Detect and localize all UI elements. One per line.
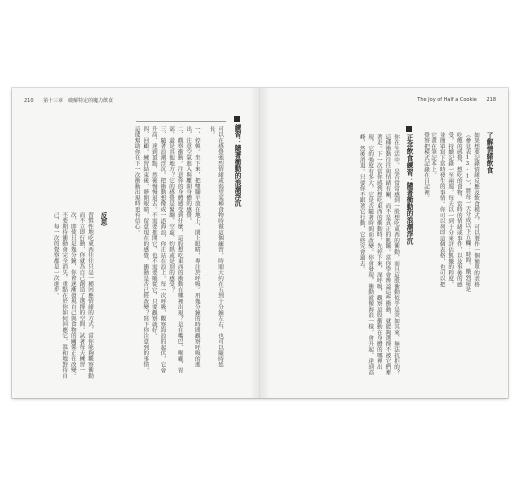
reflection-heading: 反思 [99, 212, 107, 226]
exercise-step: 二、觀察衝動。注意你的身體感受到什麼，這股想吃東西的衝動在哪裡出現？是在嘴巴、喉嚨、胃部，還是其他地方？它的感覺是緊繃、空虛、灼熱或是別的感受？ [168, 126, 183, 374]
left-page-header [24, 97, 121, 104]
exercise-rule [136, 121, 226, 122]
heading-marker [406, 126, 412, 132]
right-page [260, 88, 508, 398]
note-paragraph: 覺察把模式記錄在日記裡。 [423, 132, 429, 201]
right-page-header [417, 97, 496, 103]
exercise-step: 四、回顧。練習結束後，睜開眼睛，留意現在的感覺，衝動是否已經改變？寫下你注意到的事情，這能幫助你在下一次衝動出現時更有信心。 [133, 126, 149, 374]
exercise-body [112, 126, 224, 376]
right-running-title: The Joy of Half a Cookie [417, 97, 477, 103]
left-chapter-title: 第十三章 破解特定的魔力飲食 [43, 98, 114, 104]
exercise-heading: 練習：隨著衝動的浪潮浮沉 [233, 124, 241, 207]
exercise-step: 一、停頓。坐下來，把雙腳平放在地上，閉上眼睛，專注於呼吸。用幾分鐘的時間觀察呼吸的進出，注意空氣進入與離開身體的感覺。 [185, 126, 200, 368]
left-page [12, 88, 260, 398]
exercise-intro: 可以在感覺強烈情緒或渴望某種食物時做這個練習，時間大約在五到十分鐘左右，也可以隨時延長。 [208, 126, 223, 368]
book-spread [12, 88, 508, 398]
exercise-step: 三、隨著浪潮浮沉。把衝動想像成一道海浪，你正站在浪上。每一次呼吸，觀察海浪的起伏，它會升高、達到頂點，然後慢慢退去。不需要推開它，也不需要順從它，只要觀察就好。 [150, 126, 166, 374]
left-page-number: 210 [24, 98, 34, 104]
reflection-body: 習慣性地吃東西往往只是一種回應情緒的方式，當你能夠觀察衝動而不立即行動，你就為自己創造了選擇的空間。試著每天練習一次，即使只是幾分鐘，你會逐漸發現自己與食物的關係正在改變。不要期待衝動會完全消失，重點在於你如何回應它，溫和地對待自己，每一次的覺察都是一次進步。 [52, 212, 93, 379]
section-title: 了解情緒飲食 [485, 132, 493, 174]
practice-heading: 正念飲食練習：隨著衝動的浪潮浮沉 [405, 134, 413, 245]
intro-paragraph: 如果想要記錄情緒反應及飲食模式，可以製作一個簡單的表格（參見表13-1），將每一天分成以下五欄：時間、餓到還是吃飽的感覺、想吃的食物、當時的情緒或事件，以及事後的感受。持續記錄一至兩週，每天以一到十分來評估飢餓的程度，並簡單寫下當時發生的事情。你可以列印這個表格，也可以把它畫在筆記本上。 [430, 132, 479, 292]
practice-body: 你在生活中，是否常常感到一股想吃東西的衝動，而且這股衝動似乎是突如其來、無法抗拒的？這種衝動往往與情緒有關，而不是真正的飢餓。當你學會辨認這些衝動，就能夠選擇不被它們牽著走。下一次當你感到想吃東西的衝動時，先停下來，深呼吸，觀察這股衝動在身體的哪裡出現，它的強度有多大，它是否隨著時間而改變。你會發現，衝動就像海浪一樣，會升起、達到高峰，然後消退。只要你不跟著它行動，它終究會過去。 [358, 134, 399, 376]
right-page-number: 218 [486, 97, 496, 103]
heading-marker [234, 116, 240, 122]
